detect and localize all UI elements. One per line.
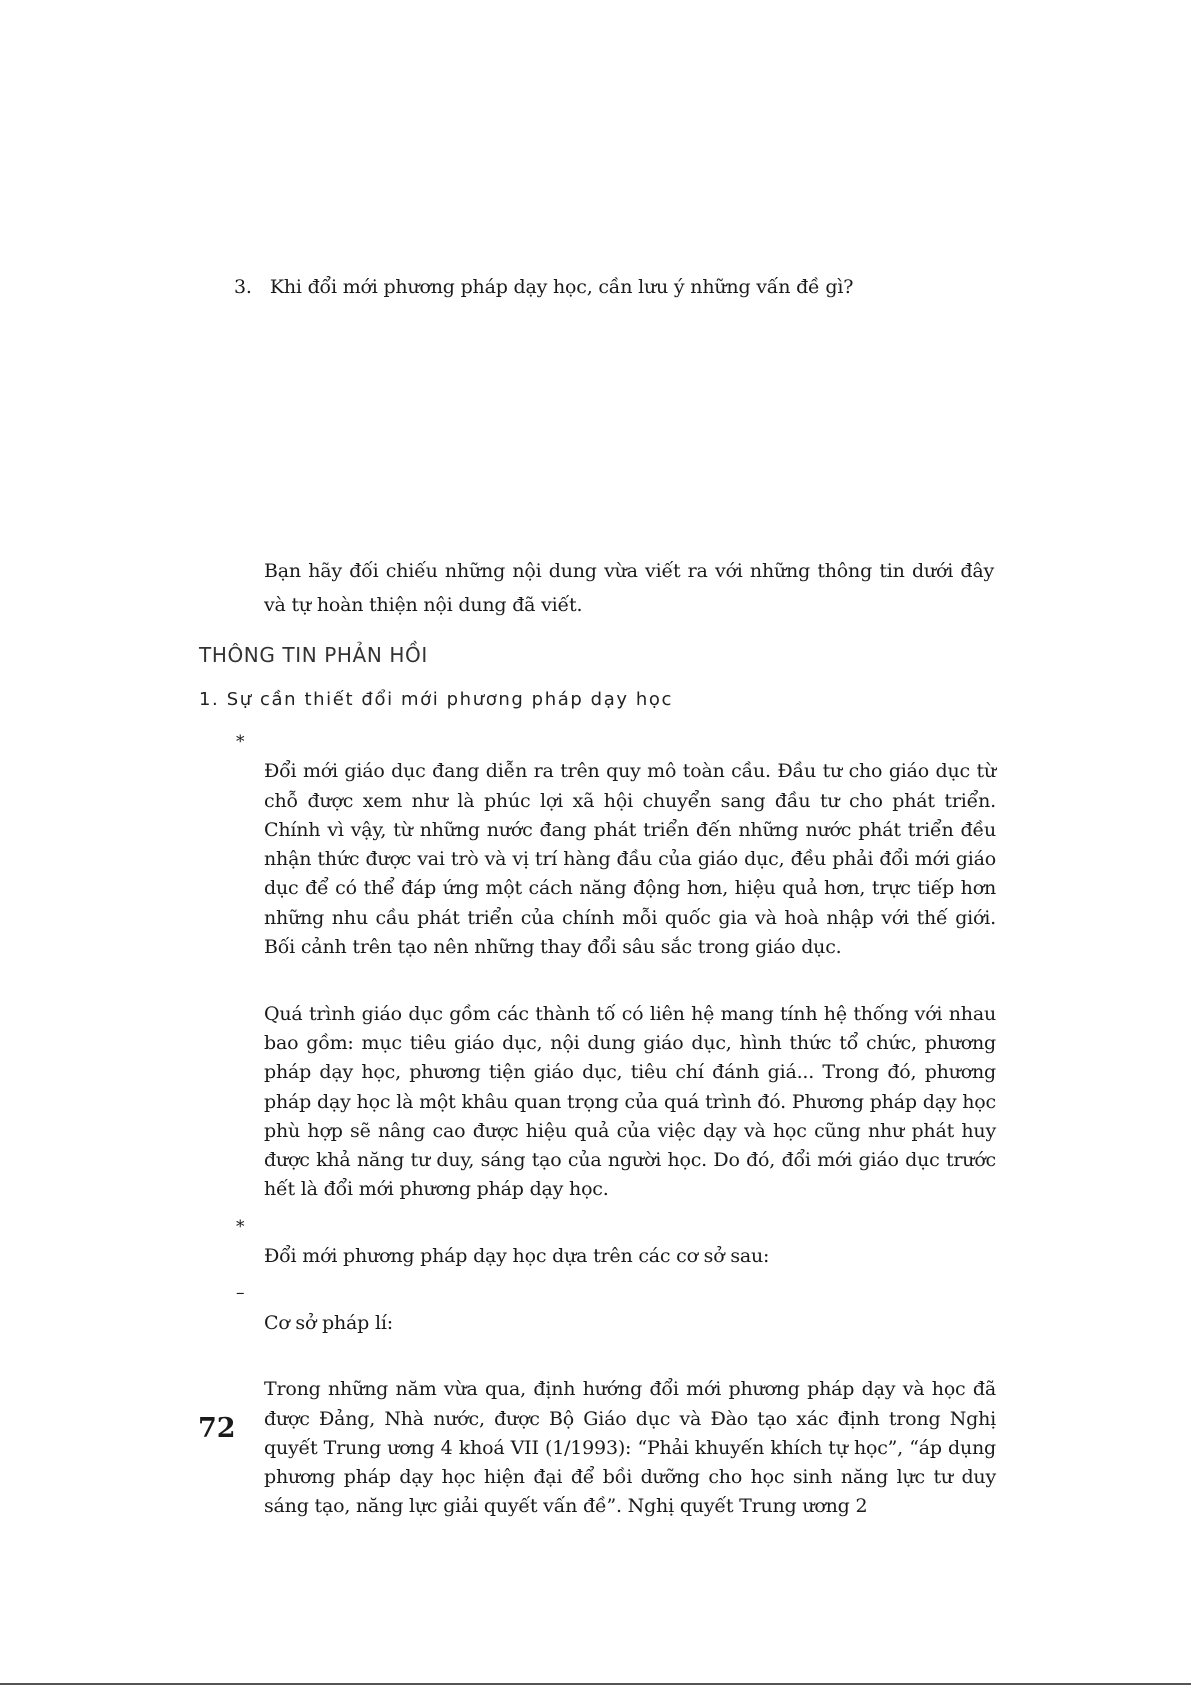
paragraph bbox=[236, 728, 996, 962]
paragraph bbox=[236, 1213, 996, 1272]
page-number: 72 bbox=[198, 1413, 236, 1444]
bullet-marker: * bbox=[236, 1216, 245, 1237]
paragraph bbox=[236, 1346, 996, 1522]
paragraph-text: Đổi mới giáo dục đang diễn ra trên quy mô toàn cầu. Đầu tư cho giáo dục từ chỗ được xem như là phúc lợi xã hội chuyển sang đầu tư cho phát triển. Chính vì vậy, từ những nước đang phát triển đến những nước phát triển đều nhận thức được vai trò và vị trí hàng đầu của giáo dục, đều phải đổi mới giáo dục để có thể đáp ứng một cách năng động hơn, hiệu quả hơn, trực tiếp hơn những nhu cầu phát triển của chính mỗi quốc gia và hoà nhập với thế giới. Bối cảnh trên tạo nên những thay đổi sâu sắc trong giáo dục. bbox=[264, 760, 996, 959]
dash-marker: – bbox=[236, 1283, 245, 1304]
paragraph bbox=[236, 970, 996, 1204]
question-text: Khi đổi mới phương pháp dạy học, cần lưu ý những vấn đề gì? bbox=[269, 276, 854, 298]
paragraph-text: Cơ sở pháp lí: bbox=[264, 1311, 393, 1334]
paragraph-text: Quá trình giáo dục gồm các thành tố có liên hệ mang tính hệ thống với nhau bao gồm: mục tiêu giáo dục, nội dung giáo dục, hình thức tổ chức, phương pháp dạy học, phương tiện giáo dục, tiêu chí đánh giá... Trong đó, phương pháp dạy học là một khâu quan trọng của quá trình đó. Phương pháp dạy học phù hợp sẽ nâng cao được hiệu quả của việc dạy và học cũng như phát huy được khả năng tư duy, sáng tạo của người học. Do đó, đổi mới giáo dục trước hết là đổi mới phương pháp dạy học. bbox=[264, 1002, 996, 1201]
instruction-text: Bạn hãy đối chiếu những nội dung vừa viết ra với những thông tin dưới đây và tự hoàn thiện nội dung đã viết. bbox=[264, 560, 994, 616]
paragraph-text: Đổi mới phương pháp dạy học dựa trên các cơ sở sau: bbox=[264, 1245, 770, 1268]
subsection-heading: 1. Sự cần thiết đổi mới phương pháp dạy học bbox=[199, 689, 674, 710]
paragraph-text: Trong những năm vừa qua, định hướng đổi mới phương pháp dạy và học đã được Đảng, Nhà nước, được Bộ Giáo dục và Đào tạo xác định trong Nghị quyết Trung ương 4 khoá VII (1/1993): “Phải khuyến khích tự học”, “áp dụng phương pháp dạy học hiện đại để bồi dưỡng cho học sinh năng lực tư duy sáng tạo, năng lực giải quyết vấn đề”. Nghị quyết Trung ương 2 bbox=[264, 1378, 996, 1518]
section-heading: THÔNG TIN PHẢN HỒI bbox=[199, 643, 428, 667]
question-item bbox=[234, 276, 1034, 298]
body-content bbox=[236, 728, 996, 1530]
bullet-marker: * bbox=[236, 732, 245, 752]
paragraph bbox=[236, 1279, 996, 1338]
question-number: 3. bbox=[234, 276, 252, 298]
